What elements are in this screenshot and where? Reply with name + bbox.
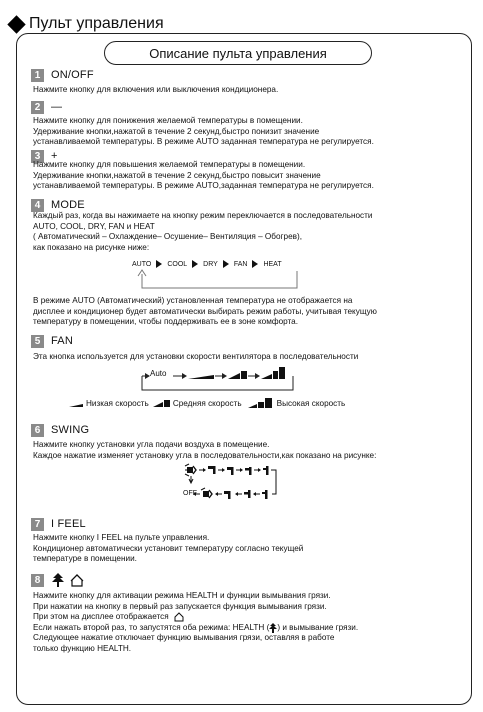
section-number: 6 [31, 424, 44, 437]
fan-legend [69, 398, 345, 409]
section-number: 3 [31, 150, 44, 163]
section-number: 8 [31, 574, 44, 587]
section-minus-body: Нажмите кнопку для понижения желаемой температуры в помещении. Удерживание кнопки,нажатой в течение 2 секунд,быстро понизит значение устанавливаемой температуры. В режиме AUTO заданная температура не регулируется. [33, 116, 374, 146]
section-mode [31, 198, 85, 212]
section-plus-body: Нажмите кнопку для повышения желаемой температуры в помещении. Удерживание кнопки,нажатой в течение 2 секунд,быстро повысит значение устанавливаемой температуры. В режиме AUTO,заданная температура не регулируется. [33, 160, 374, 190]
swing-pos4-icon [263, 466, 269, 475]
fan-low-icon [188, 375, 214, 379]
section-on-off [31, 68, 94, 82]
mode-sequence [130, 260, 284, 268]
swing-pos7-icon [224, 491, 231, 499]
fan-mid-icon [153, 399, 171, 408]
section-minus [31, 100, 62, 114]
section-title: I FEEL [51, 518, 86, 530]
swing-auto-icon [185, 464, 196, 476]
section-i-feel [31, 517, 86, 531]
mode-fan: FAN [233, 260, 248, 268]
swing-pos1-icon [208, 466, 216, 474]
section-number: 5 [31, 335, 44, 348]
section-fan [31, 334, 73, 348]
section-title: — [51, 101, 63, 113]
swing-off-label: OFF [183, 490, 197, 497]
section-title: + [51, 150, 58, 162]
arrow-right-icon [192, 260, 198, 268]
fan-auto-label: Auto [150, 369, 167, 378]
section-header: Описание пульта управления [104, 41, 372, 65]
section-mode-body-2: В режиме AUTO (Автоматический) установленная температура не отображается на дисплее и кондиционер будет автоматически выбирать режим работы, учитывая текущую температуру в помещении, чтобы поддерживать ее в зоне комфорта. [33, 296, 377, 326]
section-swing [31, 423, 89, 437]
fan-mid-icon [228, 373, 240, 379]
swing-sequence-diagram [176, 463, 286, 505]
section-on-off-body: Нажмите кнопку для включения или выключения кондиционера. [33, 85, 279, 94]
fan-high-icon [248, 398, 274, 409]
page-title [6, 14, 164, 34]
mode-cool: COOL [167, 260, 188, 268]
swing-pos6-icon [244, 490, 251, 498]
arrow-right-icon [223, 260, 229, 268]
section-mode-body: Каждый раз, когда вы нажимаете на кнопку режим переключается в последовательности AUTO, COOL, DRY, FAN и HEAT ( Автоматический – Охлаждение– Осушение– Вентиляция – Обогрев), как показано на рисунке ниже: [33, 211, 373, 252]
fan-sequence-diagram [128, 364, 304, 396]
self-clean-house-icon [174, 612, 184, 622]
fan-legend-low: Низкая скорость [86, 399, 149, 408]
swing-pos2-icon [227, 467, 234, 475]
fan-legend-mid: Средняя скорость [172, 399, 242, 408]
section-title: MODE [51, 199, 85, 211]
fan-low-icon [69, 400, 83, 408]
mode-auto: AUTO [132, 260, 152, 268]
section-fan-body: Эта кнопка используется для установки скорости вентилятора в последовательности [33, 352, 359, 361]
health-tree-icon [52, 573, 64, 587]
section-number: 7 [31, 518, 44, 531]
swing-pos3-icon [245, 467, 252, 475]
section-swing-body: Нажмите кнопку установки угла подачи воздуха в помещение. Каждое нажатие изменяет установку угла в последовательности,как показано на рисунке: [33, 440, 377, 460]
section-number: 4 [31, 199, 44, 212]
mode-loop-arrow [130, 268, 310, 294]
mode-dry: DRY [203, 260, 218, 268]
section-number: 2 [31, 101, 44, 114]
arrow-right-icon [156, 260, 162, 268]
section-i-feel-body: Нажмите кнопку I FEEL на пульте управления. Кондиционер автоматически установит температуру согласно текущей температуре в помещении. [33, 533, 304, 563]
page-title-text: Пульт управления [29, 15, 164, 32]
fan-legend-high: Высокая скорость [276, 399, 346, 408]
section-health [31, 573, 84, 587]
section-health-body: Нажмите кнопку для активации режима HEALTH и функции вымывания грязи. При нажатии на кнопку в первый раз запускается функция вымывания грязи. При этом на дисплее отображается Если нажать второй раз, то запустятся оба режима: HEALTH ( ) и вымывание грязи. Следующее нажатие отключает функцию вымывания грязи, оставляя в работе только функцию HEALTH. [33, 591, 359, 653]
fan-high-icon [261, 374, 272, 379]
self-clean-house-icon [70, 573, 84, 587]
section-title: FAN [51, 335, 73, 347]
swing-pos8-icon [201, 488, 212, 498]
swing-pos5-icon [262, 490, 268, 499]
arrow-right-icon [252, 260, 258, 268]
section-title: ON/OFF [51, 69, 94, 81]
section-number: 1 [31, 69, 44, 82]
diamond-bullet-icon [7, 15, 25, 33]
section-title: SWING [51, 424, 90, 436]
health-tree-icon [269, 623, 277, 633]
mode-heat: HEAT [263, 260, 282, 268]
